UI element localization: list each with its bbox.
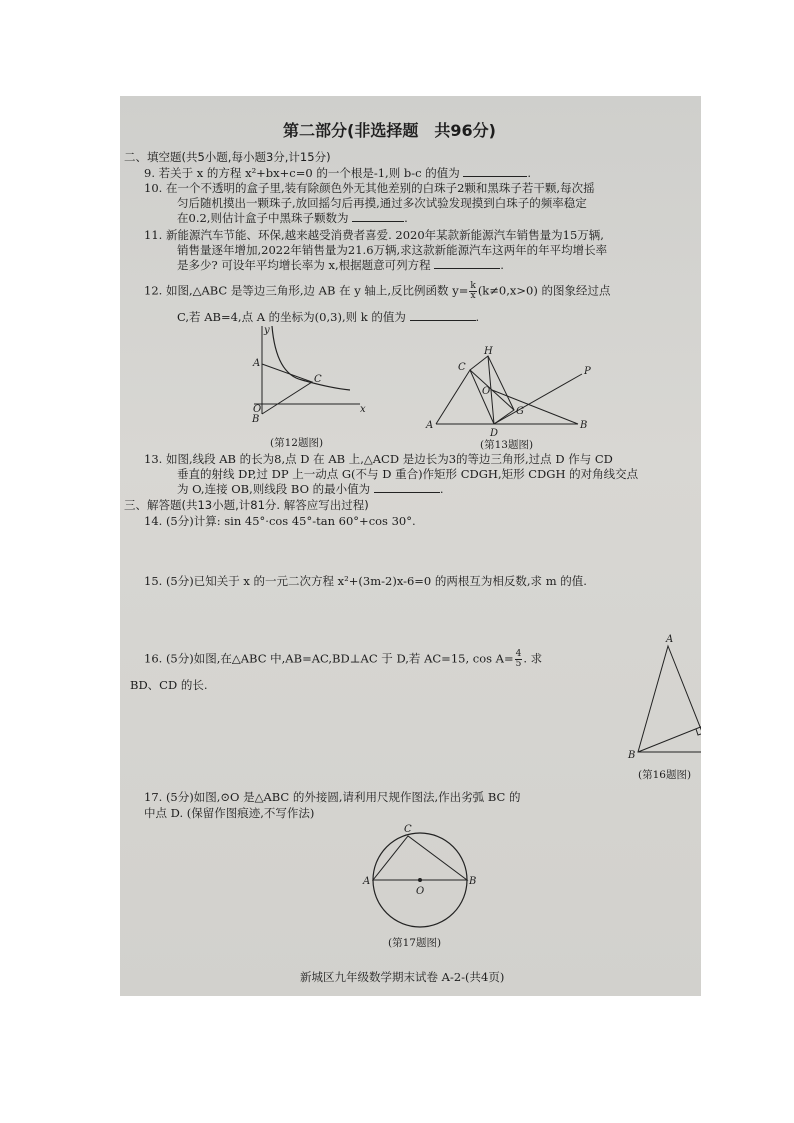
question-12-line-1: 12. 如图,△ABC 是等边三角形,边 AB 在 y 轴上,反比例函数 y= $\frac{k}{x}$ (k≠0,x>0) 的图象经过点 bbox=[144, 281, 611, 301]
fraction-k-over-x: $\frac{k}{x}$ bbox=[470, 281, 476, 301]
answer-blank-9[interactable] bbox=[463, 166, 527, 177]
answer-blank-10[interactable] bbox=[352, 211, 404, 222]
hyperbola-curve bbox=[272, 326, 350, 390]
question-9: 9. 若关于 x 的方程 x²+bx+c=0 的一个根是-1,则 b-c 的值为 . bbox=[144, 166, 532, 180]
fig13-label-o: O bbox=[482, 386, 491, 397]
figure-13-caption: (第13题图) bbox=[480, 439, 534, 451]
center-point-o bbox=[418, 878, 422, 882]
fig17-label-a: A bbox=[363, 876, 371, 887]
fig12-label-o: O bbox=[253, 404, 262, 415]
question-12-text-2: C,若 AB=4,点 A 的坐标为(0,3),则 k 的值为 bbox=[177, 310, 406, 324]
segment-ob bbox=[492, 390, 578, 424]
fig12-label-x: x bbox=[360, 404, 366, 415]
fig13-label-h: H bbox=[484, 346, 493, 357]
right-angle-mark bbox=[696, 729, 701, 735]
fig17-label-b: B bbox=[469, 876, 477, 887]
fig13-label-c: C bbox=[458, 362, 466, 373]
page-footer: 新城区九年级数学期末试卷 A-2-(共4页) bbox=[300, 970, 505, 984]
fig12-label-b: B bbox=[252, 414, 260, 425]
question-11-line-2: 销售量逐年增加,2022年销售量为21.6万辆,求这款新能源汽车这两年的年平均增长率 bbox=[177, 243, 608, 257]
question-16-line-2: BD、CD 的长. bbox=[130, 678, 208, 692]
question-13-line-2: 垂直的射线 DP,过 DP 上一动点 G(不与 D 重合)作矩形 CDGH,矩形 CDGH 的对角线交点 bbox=[177, 467, 639, 481]
question-11-text: 是多少? 可设年平均增长率为 x,根据题意可列方程 bbox=[177, 258, 431, 272]
fig13-label-a: A bbox=[426, 420, 434, 431]
figure-17 bbox=[363, 824, 477, 928]
answer-blank-12[interactable] bbox=[410, 310, 476, 321]
figure-13 bbox=[426, 346, 592, 439]
fig13-label-g: G bbox=[516, 406, 524, 417]
question-10-line-3: 在0.2,则估计盒子中黑珠子颗数为 . bbox=[177, 211, 408, 225]
question-17-line-1: 17. (5分)如图,⊙O 是△ABC 的外接圆,请利用尺规作图法,作出劣弧 BC 的 bbox=[144, 790, 521, 804]
question-10-text: 在0.2,则估计盒子中黑珠子颗数为 bbox=[177, 211, 349, 225]
exam-page-photo bbox=[120, 96, 711, 996]
question-10-line-2: 匀后随机摸出一颗珠子,放回摇匀后再摸,通过多次试验发现摸到白珠子的频率稳定 bbox=[177, 196, 587, 210]
fig12-label-c: C bbox=[314, 374, 322, 385]
section-answer-header: 三、解答题(共13小题,计81分. 解答应写出过程) bbox=[124, 498, 369, 512]
triangle-acd bbox=[436, 370, 494, 424]
figure-12-caption: (第12题图) bbox=[270, 437, 324, 449]
figure-17-caption: (第17题图) bbox=[388, 937, 442, 949]
figure-16-caption: (第16题图) bbox=[638, 769, 692, 781]
question-13-line-3: 为 O,连接 OB,则线段 BO 的最小值为 . bbox=[177, 482, 444, 496]
page-title: 第二部分(非选择题 共96分) bbox=[283, 121, 496, 140]
question-14: 14. (5分)计算: sin 45°·cos 45°-tan 60°+cos 30°. bbox=[144, 514, 416, 528]
fig16-label-b: B bbox=[628, 750, 636, 761]
segment-bd bbox=[638, 726, 701, 752]
question-16-line-1: 16. (5分)如图,在△ABC 中,AB=AC,BD⊥AC 于 D,若 AC=15, cos A= $\frac{4}{5}$ . 求 bbox=[144, 649, 543, 669]
question-12-text: 12. 如图,△ABC 是等边三角形,边 AB 在 y 轴上,反比例函数 y= bbox=[144, 283, 469, 298]
figure-12 bbox=[250, 324, 370, 425]
answer-blank-13[interactable] bbox=[374, 482, 440, 493]
question-11-line-3: 是多少? 可设年平均增长率为 x,根据题意可列方程 . bbox=[177, 258, 504, 272]
question-11-line-1: 11. 新能源汽车节能、环保,越来越受消费者喜爱. 2020年某款新能源汽车销售量为15万辆, bbox=[144, 228, 604, 242]
triangle-abc-16 bbox=[638, 646, 701, 752]
question-16-text: 16. (5分)如图,在△ABC 中,AB=AC,BD⊥AC 于 D,若 AC=15, cos A= bbox=[144, 651, 514, 666]
question-12-line-2: C,若 AB=4,点 A 的坐标为(0,3),则 k 的值为 . bbox=[177, 310, 480, 324]
section-fill-blank-header: 二、填空题(共5小题,每小题3分,计15分) bbox=[124, 150, 331, 164]
question-17-line-2: 中点 D. (保留作图痕迹,不写作法) bbox=[144, 806, 315, 820]
answer-blank-11[interactable] bbox=[434, 258, 500, 269]
fig13-label-b: B bbox=[580, 420, 588, 431]
question-15: 15. (5分)已知关于 x 的一元二次方程 x²+(3m-2)x-6=0 的两根互为相反数,求 m 的值. bbox=[144, 574, 587, 588]
fig13-label-p: P bbox=[584, 366, 591, 377]
fig17-label-o: O bbox=[416, 886, 425, 897]
question-13-text: 为 O,连接 OB,则线段 BO 的最小值为 bbox=[177, 482, 371, 496]
fig17-label-c: C bbox=[404, 824, 412, 835]
fig12-label-a: A bbox=[253, 358, 261, 369]
ray-dp bbox=[494, 374, 582, 424]
fig16-label-a: A bbox=[666, 634, 674, 645]
figure-16: A B D bbox=[628, 634, 711, 761]
fraction-four-fifths: $\frac{4}{5}$ bbox=[515, 649, 522, 669]
question-9-text: 9. 若关于 x 的方程 x²+bx+c=0 的一个根是-1,则 b-c 的值为 bbox=[144, 166, 460, 180]
question-13-line-1: 13. 如图,线段 AB 的长为8,点 D 在 AB 上,△ACD 是边长为3的等边三角形,过点 D 作与 CD bbox=[144, 452, 613, 466]
fig13-label-d: D bbox=[490, 428, 499, 439]
question-10-line-1: 10. 在一个不透明的盒子里,装有除颜色外无其他差别的白珠子2颗和黑珠子若干颗,每次摇 bbox=[144, 181, 595, 195]
triangle-abc-17 bbox=[373, 836, 467, 880]
fig12-label-y: y bbox=[264, 325, 270, 336]
